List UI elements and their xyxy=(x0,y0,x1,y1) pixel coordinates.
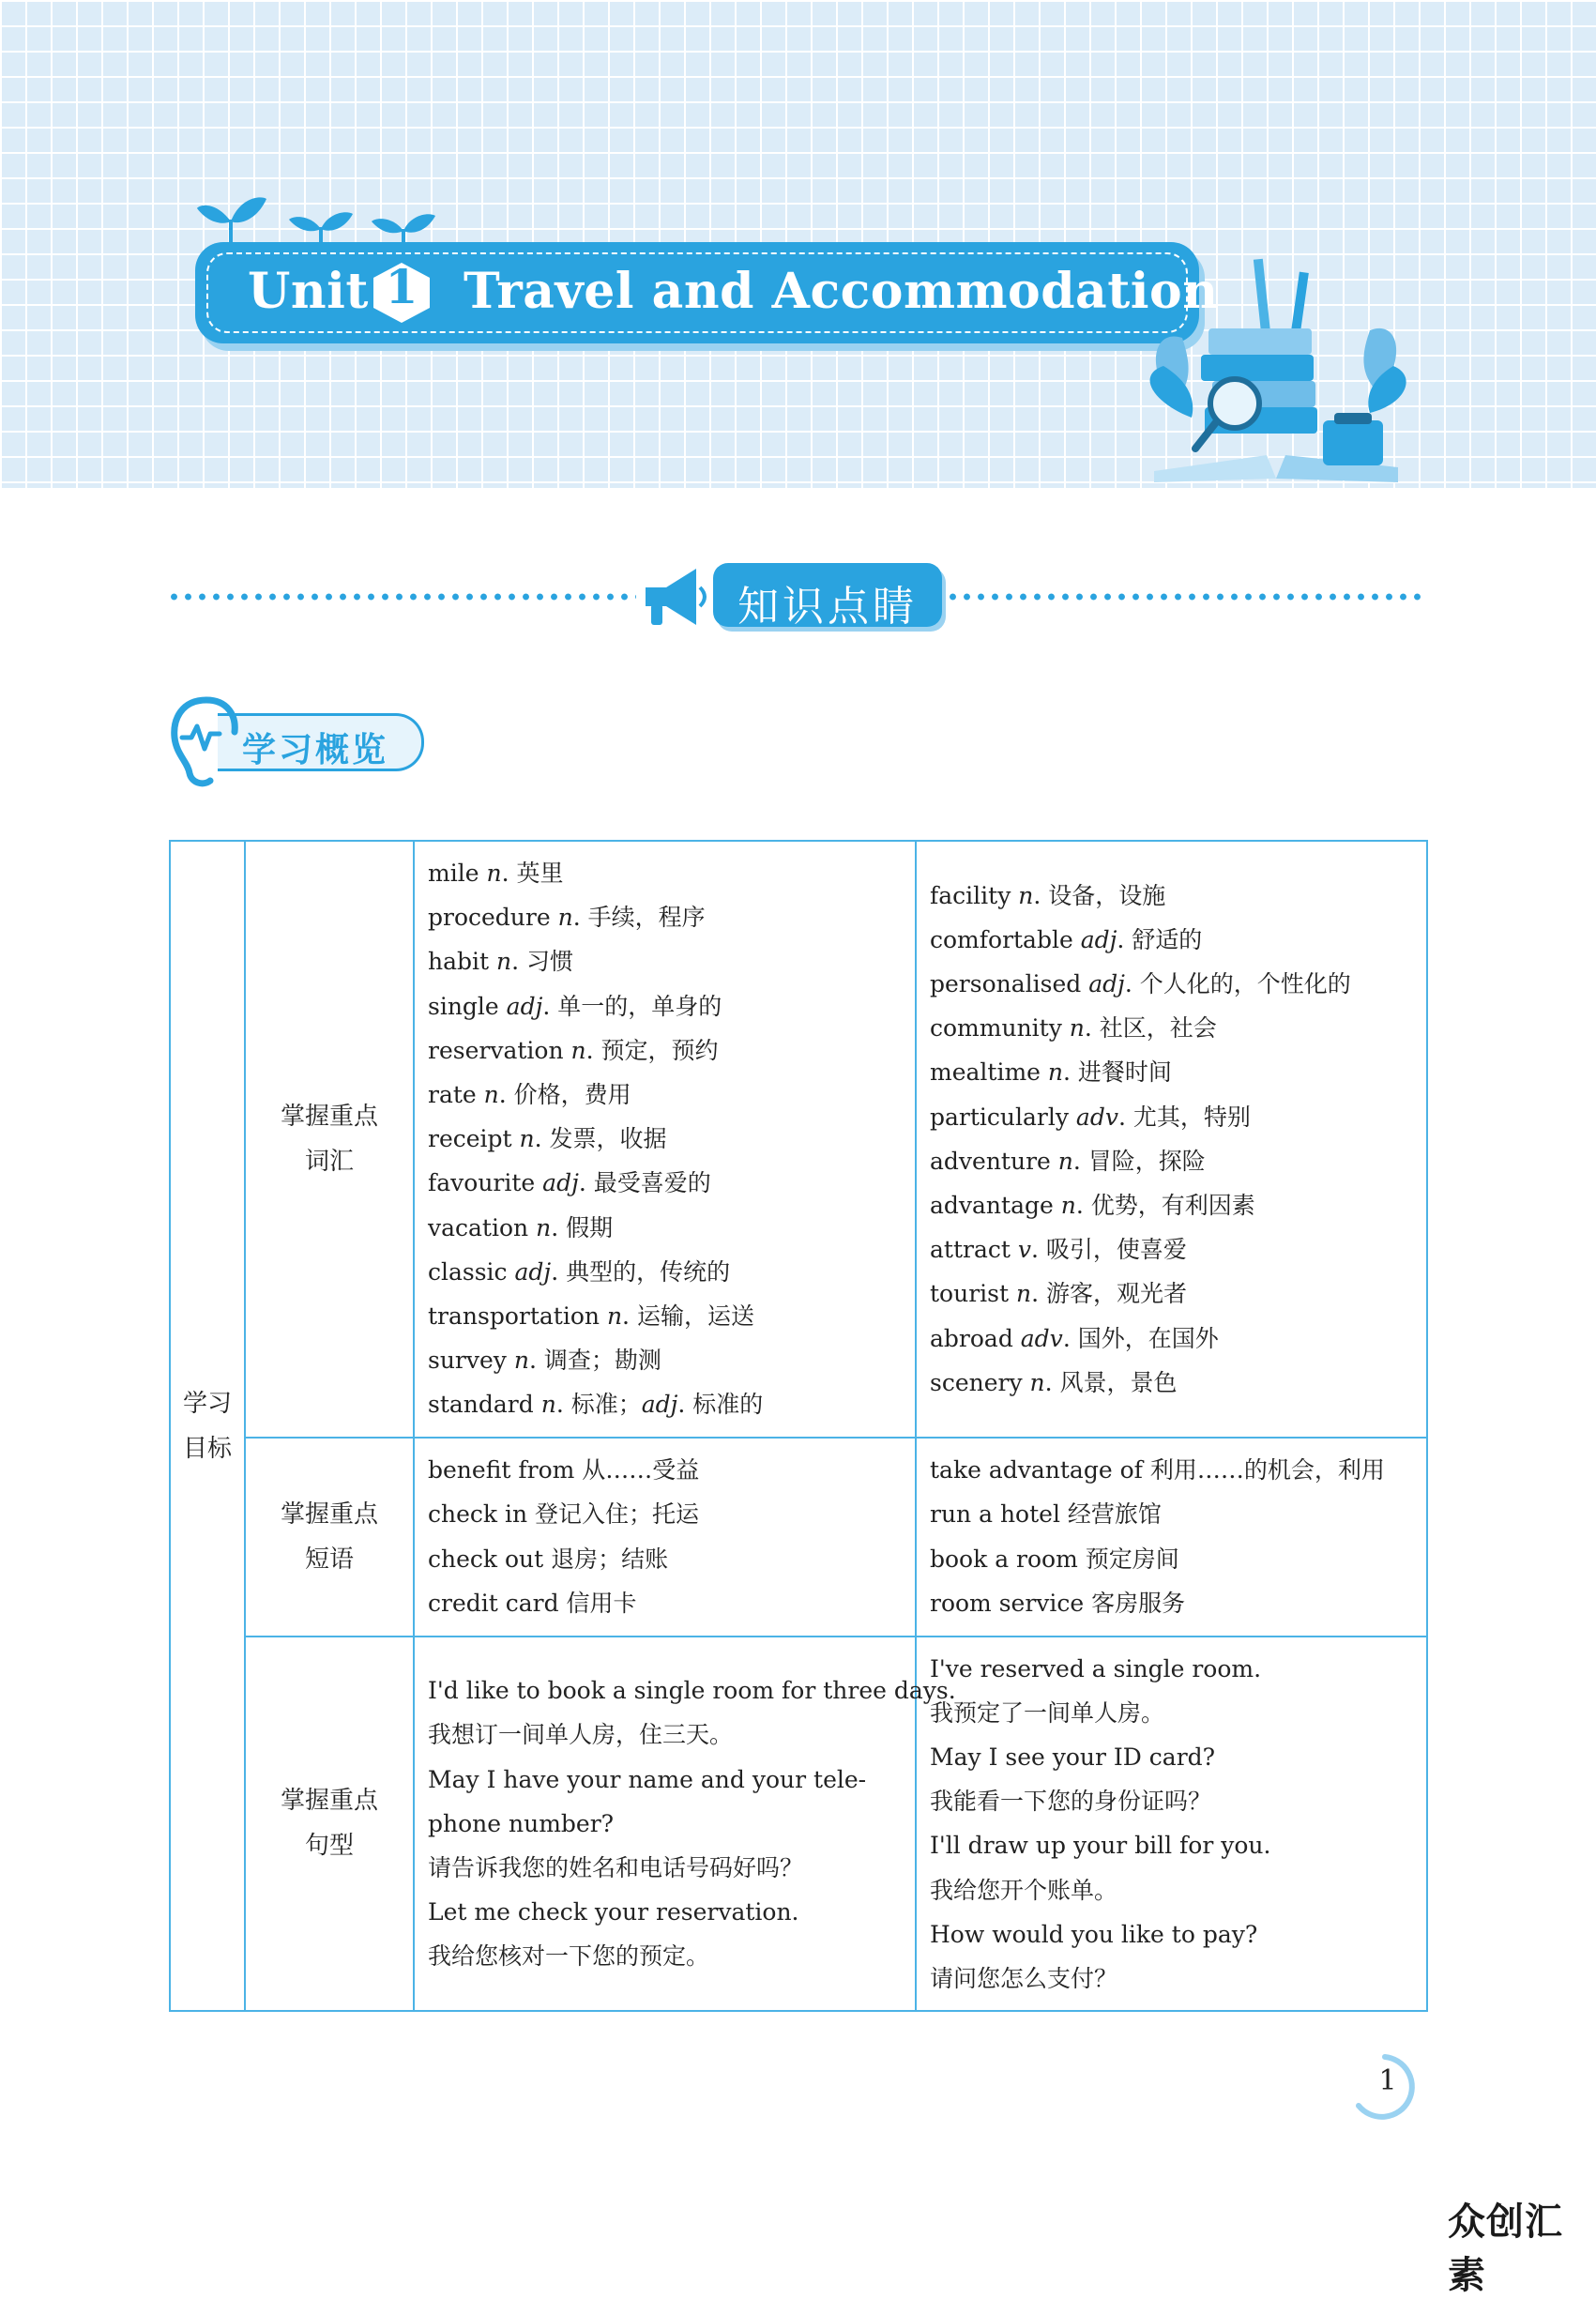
part-of-speech: adj xyxy=(1080,925,1117,953)
part-of-speech: n xyxy=(1018,881,1034,909)
line-text: . 单一的，单身的 xyxy=(542,992,722,1020)
section-heading: 知识点睛 xyxy=(737,583,918,631)
line-text: receipt xyxy=(428,1125,520,1153)
part-of-speech: adj xyxy=(542,1169,579,1197)
line-text: procedure xyxy=(428,904,558,932)
table-line xyxy=(428,1206,907,1250)
part-of-speech: n xyxy=(496,948,512,976)
dotted-divider-right xyxy=(946,593,1421,601)
page-number: 1 xyxy=(1378,2064,1397,2097)
part-of-speech: n xyxy=(540,1391,556,1419)
learning-goals-header xyxy=(170,841,245,2011)
line-text: 我能看一下您的身份证吗？ xyxy=(930,1788,1212,1816)
line-text: . 个人化的，个性化的 xyxy=(1124,970,1351,997)
line-text: rate xyxy=(428,1081,484,1109)
line-text: . 发票，收据 xyxy=(534,1125,667,1153)
table-line xyxy=(428,1581,907,1625)
books-illustration xyxy=(1135,253,1417,488)
table-line xyxy=(428,1161,907,1205)
unit-title-banner xyxy=(195,242,1219,343)
line-text: . 尤其，特别 xyxy=(1117,1103,1251,1131)
table-line xyxy=(428,1492,907,1536)
table-line xyxy=(930,1361,1419,1405)
dotted-divider-left xyxy=(167,593,636,601)
table-line xyxy=(930,1006,1419,1050)
line-text: How would you like to pay? xyxy=(930,1920,1258,1948)
category-cell xyxy=(245,1637,414,2012)
line-text: . 风景，景色 xyxy=(1044,1368,1178,1396)
table-line xyxy=(930,1647,1419,1691)
category-cell xyxy=(245,1438,414,1637)
table-line xyxy=(428,1890,907,1934)
part-of-speech: adv xyxy=(1020,1324,1063,1352)
line-text: . 国外，在国外 xyxy=(1062,1324,1219,1352)
table-line xyxy=(428,939,907,983)
line-text: standard xyxy=(428,1391,541,1419)
line-text: . 典型的，传统的 xyxy=(551,1257,731,1286)
content-cell xyxy=(916,1637,1427,2012)
line-text: favourite xyxy=(428,1169,543,1197)
part-of-speech: n xyxy=(1015,1280,1032,1308)
table-row-sentences xyxy=(170,1637,1427,2012)
part-of-speech: n xyxy=(536,1213,552,1241)
content-cell xyxy=(414,841,916,1438)
category-line: 词汇 xyxy=(304,1147,354,1176)
table-line xyxy=(428,1846,907,1890)
line-text: . 标准； xyxy=(555,1391,642,1419)
content-cell xyxy=(916,1438,1427,1637)
line-text: . 设备，设施 xyxy=(1033,881,1166,909)
table-line xyxy=(930,1912,1419,1956)
part-of-speech: adv xyxy=(1075,1103,1118,1131)
table-line xyxy=(930,874,1419,918)
line-text: 我预定了一间单人房。 xyxy=(930,1698,1165,1727)
line-text: transportation xyxy=(428,1302,607,1331)
learning-overview-table xyxy=(169,840,1428,2012)
table-line xyxy=(428,984,907,1028)
line-text: survey xyxy=(428,1347,514,1375)
ear-icon xyxy=(169,694,240,788)
line-text: I'd like to book a single room for three days. xyxy=(428,1677,956,1705)
table-line xyxy=(930,1050,1419,1094)
table-line xyxy=(930,962,1419,1006)
line-text: phone number? xyxy=(428,1809,615,1837)
unit-title: Travel and Accommodation xyxy=(464,263,1219,320)
line-text: 我想订一间单人房，住三天。 xyxy=(428,1721,734,1749)
table-line xyxy=(930,1779,1419,1823)
line-text: facility xyxy=(930,881,1019,909)
line-text: benefit from 从……受益 xyxy=(428,1456,700,1484)
table-line xyxy=(428,1294,907,1338)
line-text: book a room 预定房间 xyxy=(930,1545,1179,1573)
line-text: . 习惯 xyxy=(511,948,574,976)
category-line: 句型 xyxy=(304,1832,354,1861)
table-line xyxy=(428,1250,907,1294)
line-text: . 社区，社会 xyxy=(1084,1014,1217,1043)
unit-label: Unit xyxy=(248,263,369,320)
table-line xyxy=(930,1581,1419,1625)
part-of-speech: adj xyxy=(514,1257,552,1286)
table-line xyxy=(428,1934,907,1978)
line-text: May I see your ID card? xyxy=(930,1743,1216,1772)
line-text: take advantage of 利用……的机会，利用 xyxy=(930,1456,1385,1484)
line-text: . 价格，费用 xyxy=(498,1081,631,1109)
learning-goals-label: 学习目标 xyxy=(182,1389,232,1463)
line-text: 请问您怎么支付？ xyxy=(930,1965,1118,1993)
part-of-speech: n xyxy=(519,1125,535,1153)
part-of-speech: n xyxy=(513,1347,529,1375)
line-text: . 游客，观光者 xyxy=(1031,1280,1187,1308)
table-line xyxy=(930,1492,1419,1536)
category-line: 掌握重点 xyxy=(280,1102,378,1131)
line-text: run a hotel 经营旅馆 xyxy=(930,1500,1162,1529)
line-text: . 标准的 xyxy=(677,1391,764,1419)
part-of-speech: adj xyxy=(641,1391,678,1419)
table-line xyxy=(930,1537,1419,1581)
table-line xyxy=(428,1537,907,1581)
part-of-speech: adj xyxy=(1088,970,1125,997)
watermark: 众创汇素 xyxy=(1448,2200,1563,2297)
part-of-speech: n xyxy=(606,1302,623,1331)
line-text: comfortable xyxy=(930,925,1081,953)
content-cell xyxy=(414,1637,956,2012)
table-line xyxy=(428,1117,907,1161)
table-line xyxy=(930,1095,1419,1139)
table-line xyxy=(428,1028,907,1073)
line-text: . 冒险，探险 xyxy=(1072,1147,1206,1175)
table-line xyxy=(428,1713,907,1757)
part-of-speech: n xyxy=(1029,1368,1045,1396)
table-line xyxy=(930,1448,1419,1492)
line-text: classic xyxy=(428,1257,515,1286)
part-of-speech: n xyxy=(1069,1014,1085,1043)
table-line xyxy=(930,1691,1419,1735)
table-line xyxy=(930,1139,1419,1183)
table-line xyxy=(930,1868,1419,1912)
table-row-vocabulary xyxy=(170,841,1427,1438)
table-line xyxy=(930,1317,1419,1361)
part-of-speech: v xyxy=(1017,1236,1031,1264)
table-row-phrases xyxy=(170,1438,1427,1637)
line-text: particularly xyxy=(930,1103,1076,1131)
part-of-speech: n xyxy=(570,1036,586,1064)
table-line xyxy=(428,851,907,895)
line-text: single xyxy=(428,992,507,1020)
line-text: check out 退房；结账 xyxy=(428,1545,669,1573)
table-line xyxy=(428,1802,907,1846)
line-text: 我给您核对一下您的预定。 xyxy=(428,1942,710,1971)
line-text: check in 登记入住；托运 xyxy=(428,1500,700,1529)
line-text: vacation xyxy=(428,1213,537,1241)
line-text: . 优势，有利因素 xyxy=(1075,1192,1255,1220)
line-text: I've reserved a single room. xyxy=(930,1654,1262,1682)
table-line xyxy=(930,1956,1419,2001)
line-text: personalised xyxy=(930,970,1089,997)
sub-heading-badge xyxy=(218,713,424,771)
line-text: reservation xyxy=(428,1036,571,1064)
line-text: credit card 信用卡 xyxy=(428,1589,637,1617)
line-text: . 英里 xyxy=(501,860,564,887)
line-text: . 运输，运送 xyxy=(622,1302,754,1331)
category-line: 掌握重点 xyxy=(280,1500,378,1529)
line-text: . 吸引，使喜爱 xyxy=(1030,1236,1187,1264)
category-cell xyxy=(245,841,414,1438)
line-text: community xyxy=(930,1014,1070,1043)
part-of-speech: n xyxy=(483,1081,499,1109)
line-text: . 预定，预约 xyxy=(585,1036,719,1064)
table-line xyxy=(428,1382,907,1426)
table-line xyxy=(930,1227,1419,1271)
part-of-speech: n xyxy=(557,904,573,932)
line-text: abroad xyxy=(930,1324,1021,1352)
table-line xyxy=(428,895,907,939)
part-of-speech: adj xyxy=(506,992,543,1020)
section-heading-badge xyxy=(713,563,942,631)
part-of-speech: n xyxy=(1057,1147,1073,1175)
line-text: advantage xyxy=(930,1192,1061,1220)
line-text: attract xyxy=(930,1236,1018,1264)
table-line xyxy=(930,1271,1419,1316)
part-of-speech: n xyxy=(1047,1058,1064,1087)
table-line xyxy=(930,1823,1419,1867)
line-text: scenery xyxy=(930,1368,1030,1396)
line-text: tourist xyxy=(930,1280,1016,1308)
line-text: mealtime xyxy=(930,1058,1048,1087)
unit-number: 1 xyxy=(385,259,418,314)
table-line xyxy=(930,918,1419,962)
megaphone-icon xyxy=(642,563,711,631)
content-cell xyxy=(414,1438,916,1637)
table-line xyxy=(428,1073,907,1117)
sub-heading: 学习概览 xyxy=(242,731,389,769)
line-text: 我给您开个账单。 xyxy=(930,1876,1118,1904)
line-text: . 手续，程序 xyxy=(572,904,706,932)
table-line xyxy=(930,1735,1419,1779)
category-line: 掌握重点 xyxy=(280,1787,378,1816)
line-text: 请告诉我您的姓名和电话号码好吗？ xyxy=(428,1854,804,1882)
part-of-speech: n xyxy=(1060,1192,1076,1220)
line-text: . 调查；勘测 xyxy=(528,1347,661,1375)
line-text: I'll draw up your bill for you. xyxy=(930,1832,1271,1860)
line-text: May I have your name and your tele- xyxy=(428,1765,867,1793)
line-text: . 舒适的 xyxy=(1117,925,1203,953)
line-text: adventure xyxy=(930,1147,1058,1175)
line-text: Let me check your reservation. xyxy=(428,1898,799,1926)
line-text: habit xyxy=(428,948,496,976)
table-line xyxy=(930,1183,1419,1227)
header-banner xyxy=(0,0,1596,488)
line-text: . 最受喜爱的 xyxy=(578,1169,711,1197)
category-line: 短语 xyxy=(304,1545,354,1574)
content-cell xyxy=(916,841,1427,1438)
table-line xyxy=(428,1448,907,1492)
table-line xyxy=(428,1758,907,1802)
table-line xyxy=(428,1668,956,1713)
line-text: . 假期 xyxy=(551,1213,614,1241)
table-line xyxy=(428,1338,907,1382)
line-text: room service 客房服务 xyxy=(930,1589,1186,1617)
line-text: . 进餐时间 xyxy=(1063,1058,1172,1087)
line-text: mile xyxy=(428,860,487,887)
part-of-speech: n xyxy=(486,860,502,887)
